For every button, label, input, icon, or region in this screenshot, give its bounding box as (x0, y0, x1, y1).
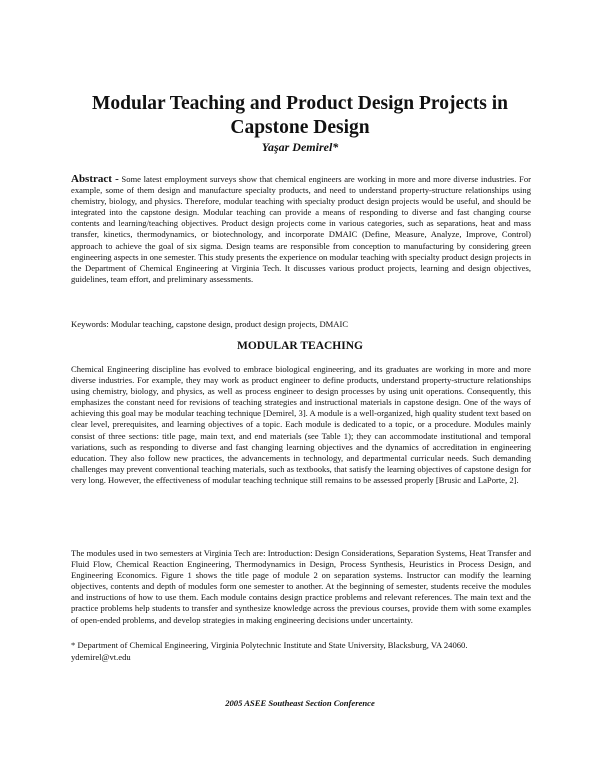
abstract-label: Abstract - (71, 173, 119, 185)
footnote-affiliation: * Department of Chemical Engineering, Virginia Polytechnic Institute and State University, Blacksburg, VA 24060. (71, 640, 468, 650)
section-heading: MODULAR TEACHING (237, 340, 363, 352)
body-paragraph: Chemical Engineering discipline has evolved to embrace biological engineering, and its graduates are working in more and more diverse industries. For example, they may work as product engineer to define products, understand property-structure relationships using chemistry, biology, and physics, as well as process engineer to design processes by using unit operations. Consequently, this emphasizes the constant need for revisions of teaching strategies and instructional materials in capstone design. One of the ways of achieving this goal may be modular teaching technique [Demirel, 3]. A module is a well-organized, high quality student text based on clear level, prerequisites, and learning objectives of a topic. Each module is dedicated to a topic, or a procedure. Modules mainly consist of three sections: title page, main text, and end materials (see Table 1); they can accommodate institutional and temporal variations, such as responding to diverse and fast changing learning objectives and the dynamics of accreditation in engineering education. They also follow new practices, the advancements in technology, and departmental curricular needs. Such demanding challenges may prevent conventional teaching materials, such as textbooks, that satisfy the learning objectives of capstone design for very long. However, the effectiveness of modular teaching technique still remains to be assessed properly [Brusic and LaPorte, 2]. (71, 364, 531, 485)
author-name: Yaşar Demirel* (261, 140, 339, 154)
paper-title: Modular Teaching and Product Design Projects in Capstone Design (91, 93, 509, 138)
keywords: Keywords: Modular teaching, capstone design, product design projects, DMAIC (71, 319, 349, 329)
body-paragraph: The modules used in two semesters at Virginia Tech are: Introduction: Design Considerations, Separation Systems, Heat Transfer and Fluid Flow, Chemical Reaction Engineering, Thermodynamics in Design, Process Synthesis, Heuristics in Process Design, and Engineering Economics. Figure 1 shows the title page of module 2 on separation systems. Instructor can modify the learning objectives, contents and depth of modules form one semester to another. At the beginning of semester, students receive the modules and instructions of how to use them. Each module contains design practice problems and relevant references. The main text and the practice problems help students to transfer and synthesize knowledge across the previous courses, provide them with some examples of open-ended problems, and develop strategies in making engineering decisions under uncertainty. (71, 548, 531, 625)
abstract (71, 174, 531, 285)
footnote (71, 640, 531, 663)
abstract-text: Some latest employment surveys show that chemical engineers are working in more and more diverse industries. For example, some of them design and manufacture specialty products, and need to understand property-structure relationships using chemistry, biology, and physics. Therefore, modular teaching with specialty product design projects would be useful, and should be integrated into the capstone design. Modular teaching can provide a means of responding to diverse and fast changing course contents and learning/teaching objectives. Product design projects come in various categories, such as separations, heat and mass transfer, kinetics, thermodynamics, or biotechnology, and incorporate DMAIC (Define, Measure, Analyze, Improve, Control) approach to achieve the goal of six sigma. Design teams are responsible from conception to manufacturing by considering green engineering aspects in one semester. This study presents the experience on modular teaching with specialty product design projects in the Department of Chemical Engineering at Virginia Tech. It discusses various product projects, learning and design objectives, guidelines, team effort, and preliminary assessments. (71, 174, 531, 284)
footnote-email: ydemirel@vt.edu (71, 651, 131, 662)
conference-footer: 2005 ASEE Southeast Section Conference (225, 698, 375, 708)
